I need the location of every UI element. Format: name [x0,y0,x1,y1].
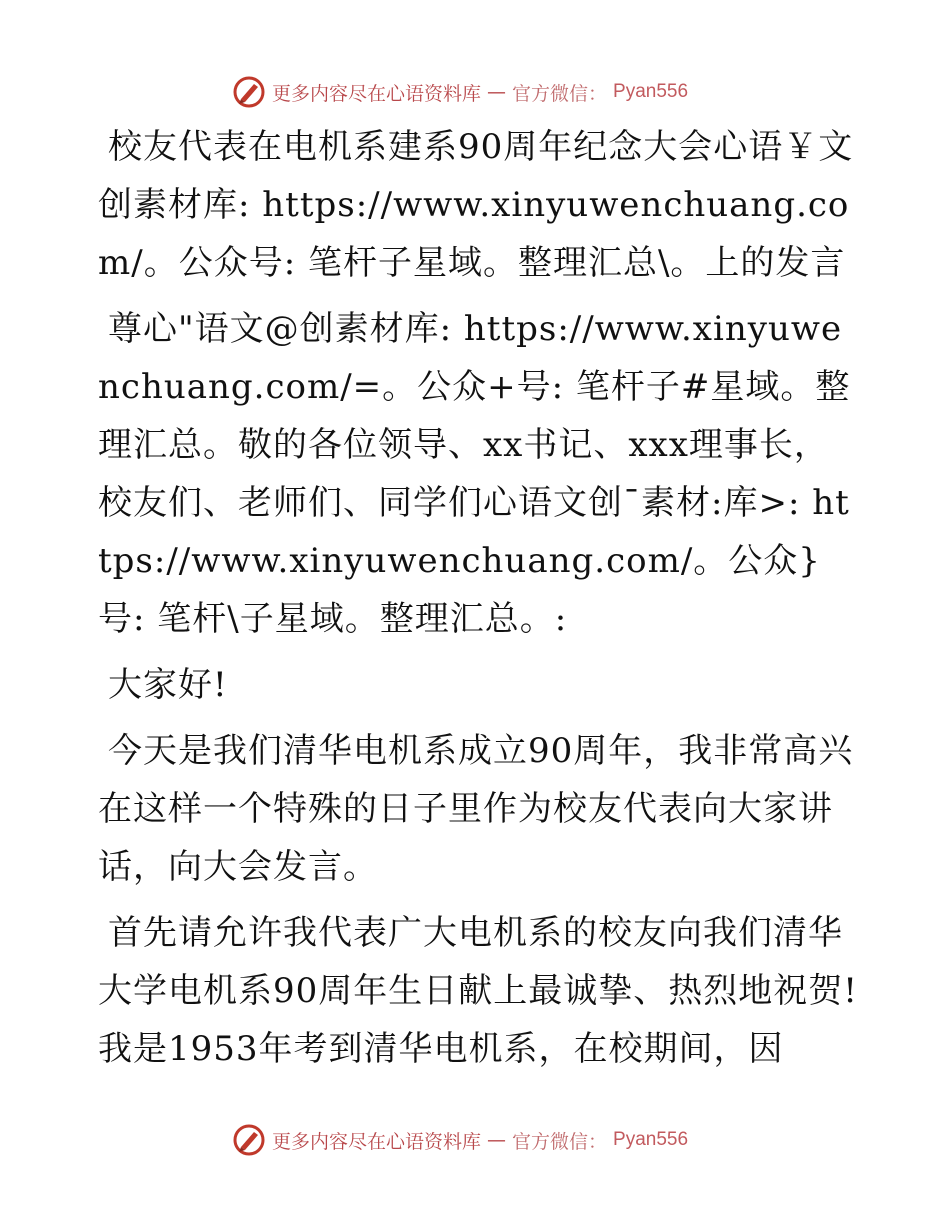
paragraph-greeting-recipients: 尊心"语文@创素材库: https://www.xinyuwenchuang.com/=。公众+号: 笔杆子#星域。整理汇总。敬的各位领导、xx书记、xxx理事长，校友们、老师们、同学们心语文创¯素材:库>: https://www.xinyuwenchuang.com/。公众}号: 笔杆\子星域。整理汇总。: [98,309,851,639]
watermark-brand: 更多内容尽在心语资料库 [272,82,482,105]
watermark-official: 官方微信： [512,82,608,105]
brand-logo-icon [232,75,266,109]
watermark-account: Pyan556 [613,1129,689,1150]
watermark-brand: 更多内容尽在心语资料库 [272,1130,482,1153]
watermark-separator: — [487,81,507,103]
paragraph-intro: 今天是我们清华电机系成立90周年，我非常高兴在这样一个特殊的日子里作为校友代表向大家讲话，向大会发言。 [98,731,854,887]
brand-logo-icon [232,1123,266,1157]
watermark-separator: — [487,1129,507,1151]
paragraph-congratulations: 首先请允许我代表广大电机系的校友向我们清华大学电机系90周年生日献上最诚挚、热烈地祝贺! 我是1953年考到清华电机系，在校期间，因 [98,913,858,1069]
document-body [98,118,858,1114]
footer-watermark [232,1120,688,1160]
paragraph-hello: 大家好! [108,665,228,705]
watermark-account: Pyan556 [613,81,689,102]
header-watermark [232,72,688,112]
watermark-official: 官方微信： [512,1130,608,1153]
paragraph-title: 校友代表在电机系建系90周年纪念大会心语￥文创素材库: https://www.xinyuwenchuang.com/。公众号: 笔杆子星域。整理汇总\。上的发言 [98,127,854,283]
